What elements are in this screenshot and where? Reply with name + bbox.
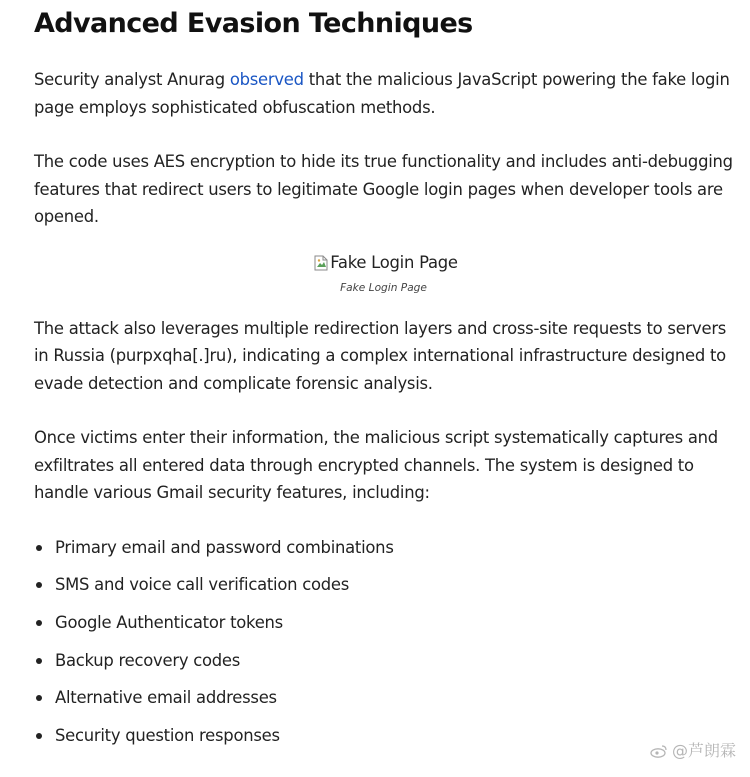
paragraph-exfiltration: Once victims enter their information, the malicious script systematically captures and exfiltrates all entered data through encrypted channels. The system is designed to handle various Gmail security features, including: xyxy=(34,428,718,502)
weibo-logo-icon xyxy=(650,743,668,757)
broken-image-icon xyxy=(314,255,328,271)
list-item xyxy=(34,571,734,599)
list-item xyxy=(34,534,734,562)
list-item-text: Primary email and password combinations xyxy=(55,537,394,557)
paragraph-redirection: The attack also leverages multiple redirection layers and cross-site requests to servers in Russia (purpxqha[.]ru), indicating a complex international infrastructure designed to evade detection and complicate forensic analysis. xyxy=(34,318,727,393)
watermark xyxy=(650,738,736,761)
bullet-dot-icon xyxy=(36,620,42,626)
paragraph-analyst-text-end: that the malicious JavaScript powering the fake login page employs sophisticated obfuscation methods. xyxy=(34,70,730,117)
figure xyxy=(34,251,734,295)
figure-caption: Fake Login Page xyxy=(340,281,427,294)
fake-login-image-alt: Fake Login Page xyxy=(330,252,458,272)
bullet-dot-icon xyxy=(36,733,42,739)
list-item-text: Security question responses xyxy=(55,725,280,745)
list-item-text: Google Authenticator tokens xyxy=(55,612,283,632)
security-features-list xyxy=(34,534,734,750)
article xyxy=(34,0,734,760)
list-item xyxy=(34,722,734,750)
bullet-dot-icon xyxy=(36,582,42,588)
list-item-text: Alternative email addresses xyxy=(55,688,277,708)
list-item xyxy=(34,647,734,675)
observed-link[interactable]: observed xyxy=(229,70,304,89)
bullet-dot-icon xyxy=(36,658,42,664)
paragraph-analyst-text-start: Security analyst Anurag xyxy=(34,70,230,89)
list-item-text: Backup recovery codes xyxy=(55,650,241,670)
fake-login-image xyxy=(314,251,458,275)
list-item xyxy=(34,609,734,637)
bullet-dot-icon xyxy=(36,545,42,551)
article-heading: Advanced Evasion Techniques xyxy=(34,8,473,39)
list-item xyxy=(34,684,734,712)
list-item-text: SMS and voice call verification codes xyxy=(55,575,350,595)
watermark-text: @芦朗霖 xyxy=(671,741,736,760)
paragraph-analyst xyxy=(34,66,734,121)
bullet-dot-icon xyxy=(36,695,42,701)
paragraph-encryption: The code uses AES encryption to hide its true functionality and includes anti-debugging features that redirect users to legitimate Google login pages when developer tools are opened. xyxy=(34,152,733,226)
